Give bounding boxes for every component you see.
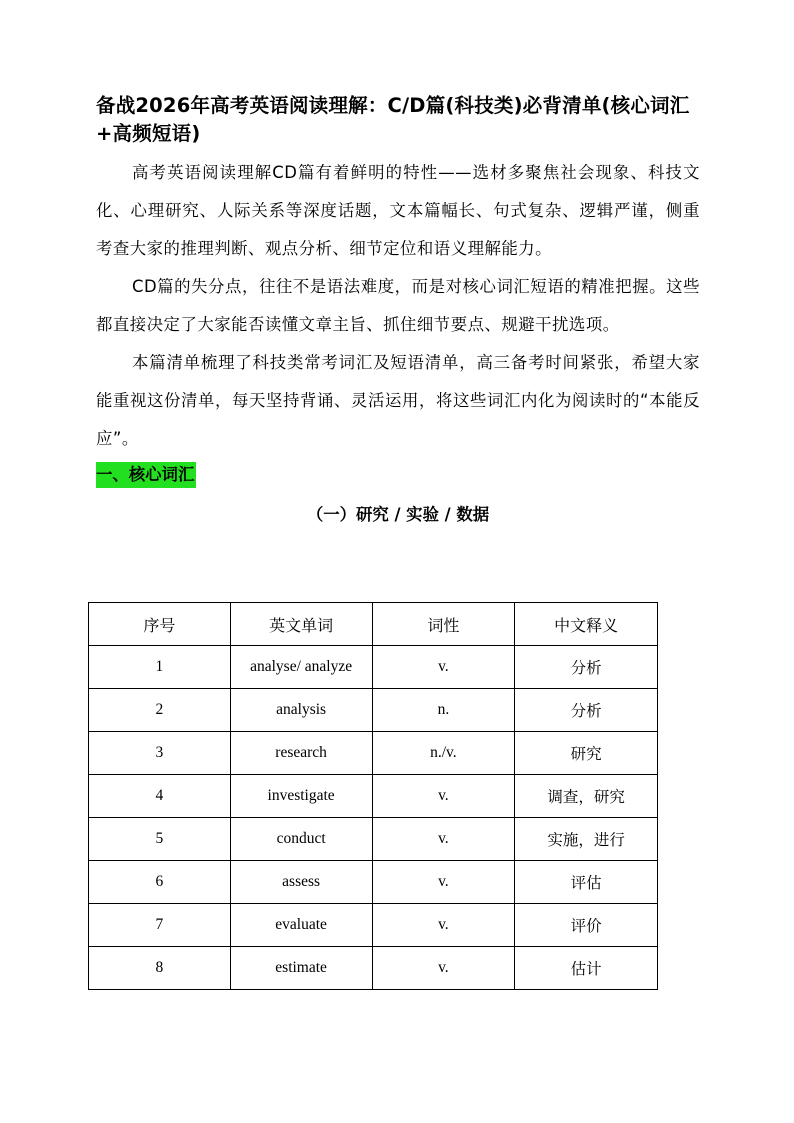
cell-chinese-meaning: 估计	[515, 947, 658, 990]
table-row	[89, 732, 658, 775]
cell-part-of-speech: v.	[372, 947, 515, 990]
cell-english-word: analyse/ analyze	[230, 646, 372, 689]
cell-number: 3	[89, 732, 231, 775]
body-paragraph: 本篇清单梳理了科技类常考词汇及短语清单，高三备考时间紧张，希望大家能重视这份清单，每天坚持背诵、灵活运用，将这些词汇内化为阅读时的“本能反应”。	[96, 353, 700, 448]
column-header-part-of-speech: 词性	[372, 603, 515, 646]
cell-number: 8	[89, 947, 231, 990]
cell-english-word: investigate	[230, 775, 372, 818]
cell-chinese-meaning: 实施，进行	[515, 818, 658, 861]
cell-english-word: assess	[230, 861, 372, 904]
intro-paragraph: 高考英语阅读理解CD篇有着鲜明的特性——选材多聚焦社会现象、科技文化、心理研究、人际关系等深度话题，文本篇幅长、句式复杂、逻辑严谨，侧重考查大家的推理判断、观点分析、细节定位和语义理解能力。	[96, 163, 700, 258]
cell-part-of-speech: v.	[372, 904, 515, 947]
document-title: 备战2026年高考英语阅读理解：C/D篇(科技类)必背清单(核心词汇+高频短语)	[96, 94, 690, 145]
cell-english-word: research	[230, 732, 372, 775]
table-row	[89, 947, 658, 990]
cell-part-of-speech: n.	[372, 689, 515, 732]
table-row	[89, 861, 658, 904]
cell-number: 5	[89, 818, 231, 861]
cell-part-of-speech: v.	[372, 861, 515, 904]
cell-chinese-meaning: 评估	[515, 861, 658, 904]
cell-english-word: conduct	[230, 818, 372, 861]
cell-english-word: estimate	[230, 947, 372, 990]
table-row	[89, 646, 658, 689]
table-header-row	[89, 603, 658, 646]
section-heading: 一、核心词汇	[96, 462, 196, 488]
cell-number: 1	[89, 646, 231, 689]
cell-part-of-speech: v.	[372, 818, 515, 861]
cell-number: 6	[89, 861, 231, 904]
cell-chinese-meaning: 评价	[515, 904, 658, 947]
column-header-english-word: 英文单词	[230, 603, 372, 646]
cell-part-of-speech: v.	[372, 775, 515, 818]
sub-heading: （一）研究 / 实验 / 数据	[306, 505, 490, 524]
cell-part-of-speech: v.	[372, 646, 515, 689]
table-row	[89, 775, 658, 818]
cell-part-of-speech: n./v.	[372, 732, 515, 775]
body-paragraph: CD篇的失分点，往往不是语法难度，而是对核心词汇短语的精准把握。这些都直接决定了大家能否读懂文章主旨、抓住细节要点、规避干扰选项。	[96, 277, 700, 334]
cell-number: 4	[89, 775, 231, 818]
cell-english-word: evaluate	[230, 904, 372, 947]
cell-english-word: analysis	[230, 689, 372, 732]
document-page	[96, 92, 700, 538]
table-row	[89, 904, 658, 947]
cell-number: 2	[89, 689, 231, 732]
vocabulary-table	[88, 602, 658, 990]
cell-number: 7	[89, 904, 231, 947]
cell-chinese-meaning: 调查，研究	[515, 775, 658, 818]
column-header-number: 序号	[89, 603, 231, 646]
table-row	[89, 689, 658, 732]
table-row	[89, 818, 658, 861]
cell-chinese-meaning: 研究	[515, 732, 658, 775]
cell-chinese-meaning: 分析	[515, 646, 658, 689]
column-header-chinese-meaning: 中文释义	[515, 603, 658, 646]
cell-chinese-meaning: 分析	[515, 689, 658, 732]
